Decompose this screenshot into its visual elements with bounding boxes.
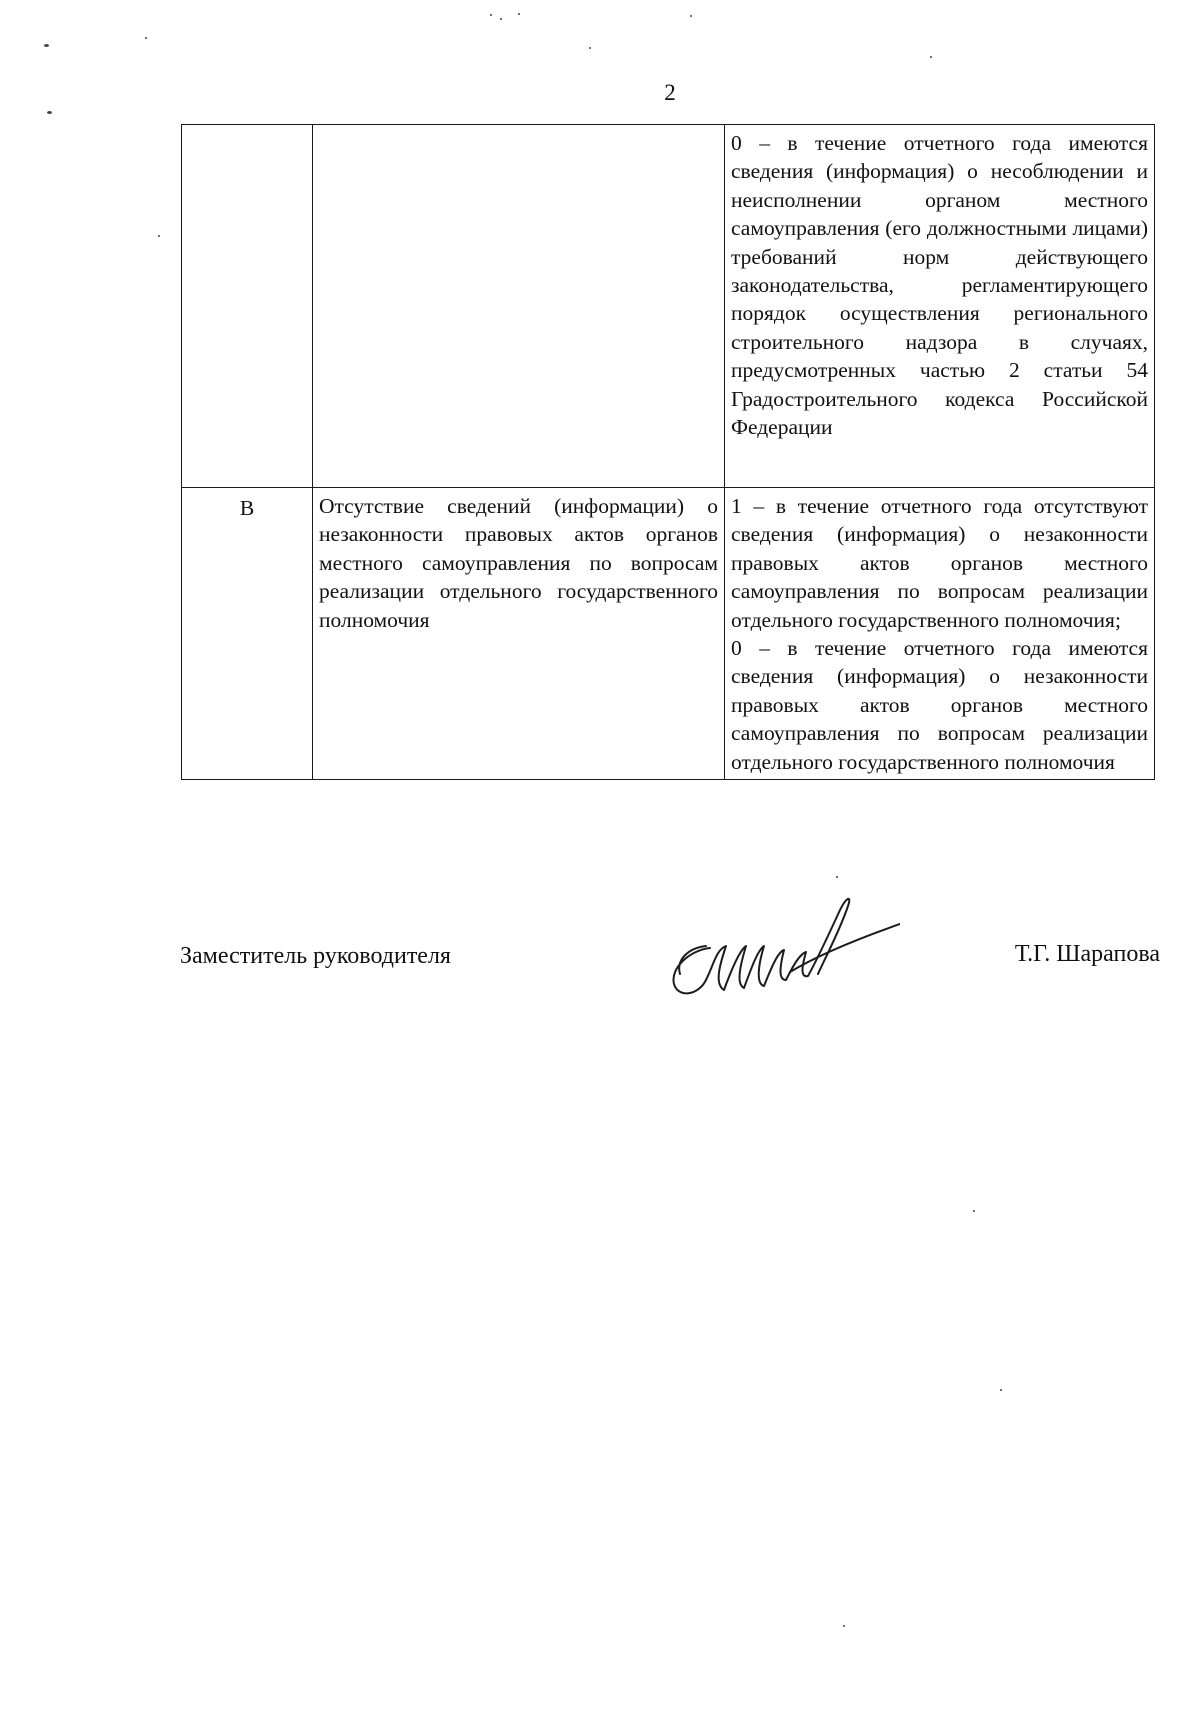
table-row: [182, 488, 1155, 780]
evaluation-text-2: 0 – в течение отчетного года имеются сведения (информация) о незаконности правовых актов органов местного самоуправления по вопросам реализации отдельного государственного полномочия: [731, 636, 1148, 774]
evaluation-cell: [725, 488, 1155, 780]
scan-speck: [490, 14, 492, 16]
criteria-table: [181, 124, 1155, 780]
scan-speck: [843, 1625, 845, 1627]
table-row: [182, 125, 1155, 488]
evaluation-text: 0 – в течение отчетного года имеются сведения (информация) о несоблюдении и неисполнении органом местного самоуправления (его должностными лицами) требований норм действующего законодательства, регламентирующего порядок осуществления регионального строительного надзора в случаях, предусмотренных частью 2 статьи 54 Градостроительного кодекса Российской Федерации: [731, 131, 1148, 440]
handwritten-signature: [640, 880, 900, 1010]
scan-speck: [1000, 1389, 1002, 1391]
scan-speck: [47, 111, 52, 114]
signatory-name: Т.Г. Шарапова: [1014, 941, 1160, 967]
scan-speck: [589, 47, 591, 49]
criterion-cell: [313, 125, 725, 488]
scan-speck: [518, 13, 520, 15]
code-cell: [182, 125, 313, 488]
code-cell: В: [182, 488, 313, 780]
scan-speck: [930, 56, 932, 58]
signatory-position: Заместитель руководителя: [180, 943, 451, 969]
scan-speck: [836, 876, 838, 878]
signature-block: [180, 880, 1160, 1010]
page-number: 2: [664, 80, 676, 105]
scan-speck: [973, 1210, 975, 1212]
scan-speck: [44, 44, 49, 47]
scan-speck: [500, 18, 502, 20]
scan-speck: [145, 37, 147, 39]
evaluation-text-1: 1 – в течение отчетного года отсутствуют сведения (информация) о незаконности правовых актов органов местного самоуправления по вопросам реализации отдельного государственного полномочия;: [731, 494, 1148, 632]
scan-speck: [158, 235, 160, 237]
criterion-cell: Отсутствие сведений (информации) о незаконности правовых актов органов местного самоуправления по вопросам реализации отдельного государственного полномочия: [313, 488, 725, 780]
evaluation-cell: [725, 125, 1155, 488]
scan-speck: [690, 15, 692, 17]
